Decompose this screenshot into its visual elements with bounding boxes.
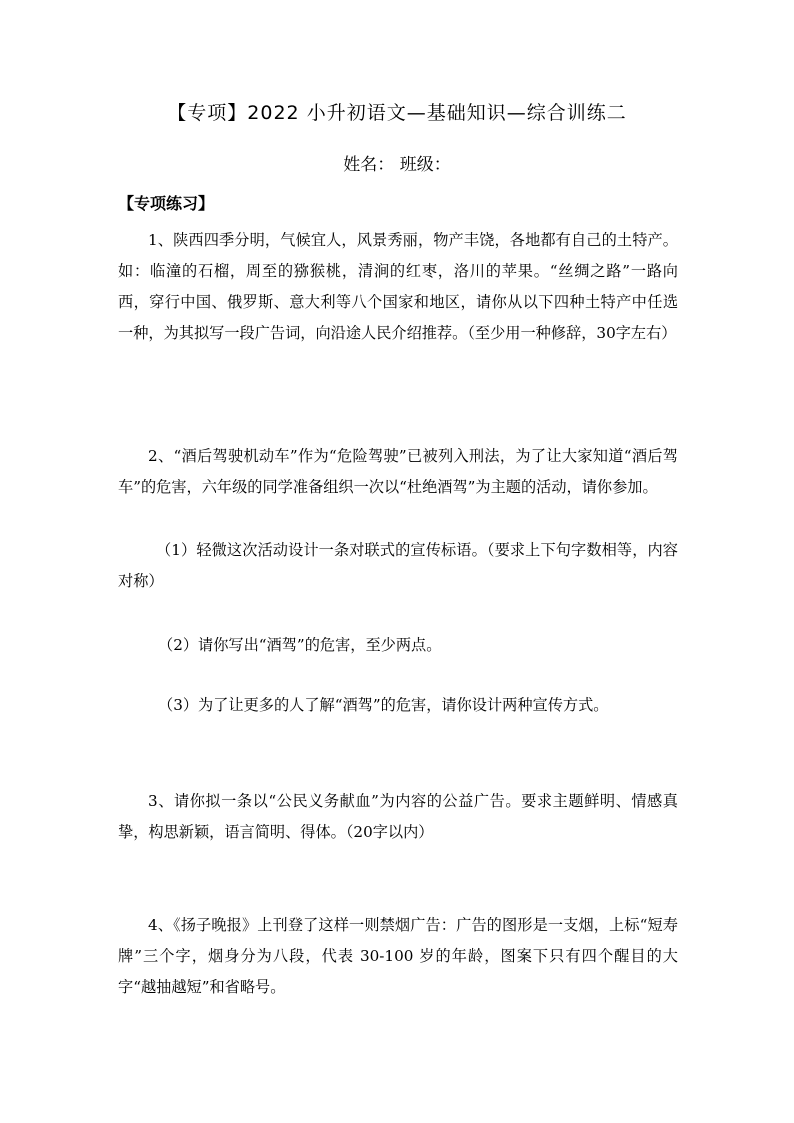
question-4: 4、《扬子晚报》上刊登了这样一则禁烟广告：广告的图形是一支烟，上标“短寿牌”三个字，烟身分为八段，代表 30-100 岁的年龄，图案下只有四个醒目的大字“越抽越短”和省略号。 (118, 916, 678, 996)
question-1: 1、陕西四季分明，气候宜人，风景秀丽，物产丰饶，各地都有自己的土特产。如：临潼的石榴，周至的猕猴桃，清涧的红枣，洛川的苹果。“丝绸之路”一路向西，穿行中国、俄罗斯、意大利等八个国家和地区，请你从以下四种土特产中任选一种，为其拟写一段广告词，向沿途人民介绍推荐。（至少用一种修辞，30字左右） (118, 231, 678, 342)
question-2: 2、“酒后驾驶机动车”作为“危险驾驶”已被列入刑法，为了让大家知道“酒后驾车”的危害，六年级的同学准备组织一次以“杜绝酒驾”为主题的活动，请你参加。 (118, 447, 678, 496)
section-heading: 【专项练习】 (118, 194, 215, 213)
question-2-part-1: （1）轻微这次活动设计一条对联式的宣传标语。（要求上下句字数相等，内容对称） (118, 541, 678, 590)
document-title: 【专项】2022 小升初语文—基础知识—综合训练二 (167, 102, 627, 124)
question-2-part-3: （3）为了让更多的人了解“酒驾”的危害，请你设计两种宣传方式。 (158, 696, 609, 714)
name-class-line: 姓名： 班级： (343, 155, 451, 175)
question-3: 3、请你拟一条以“公民义务献血”为内容的公益广告。要求主题鲜明、情感真挚，构思新颖，语言简明、得体。（20字以内） (118, 792, 678, 841)
question-2-part-2: （2）请你写出“酒驾”的危害，至少两点。 (158, 636, 442, 654)
